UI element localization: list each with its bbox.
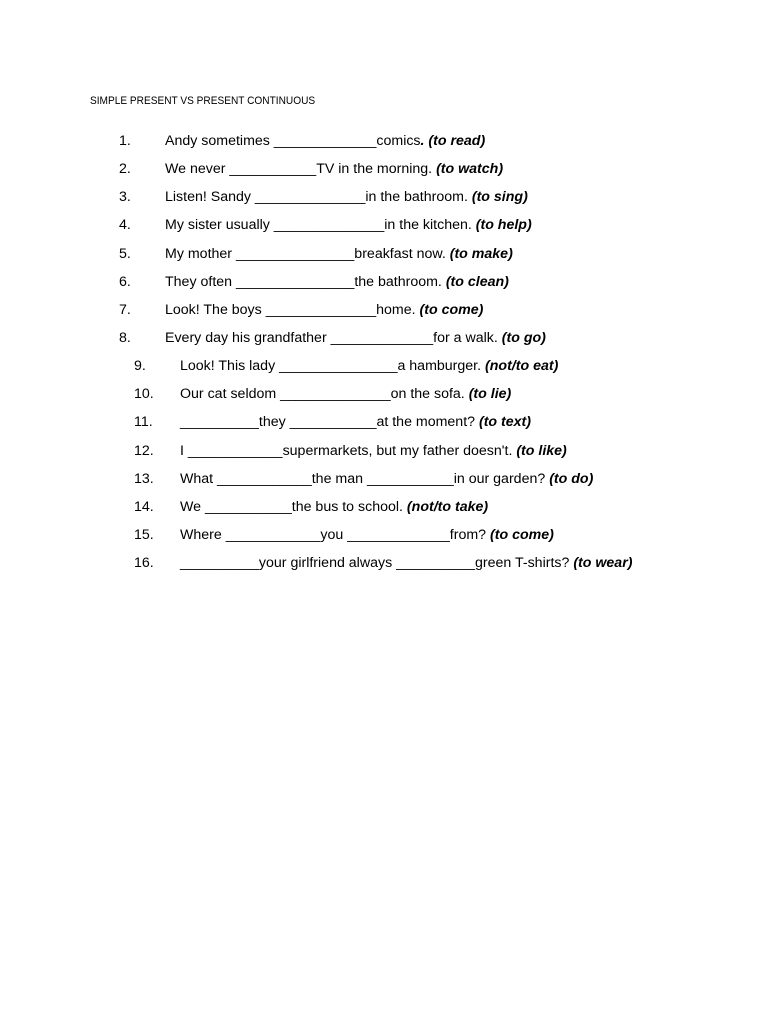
item-number: 7.	[119, 301, 131, 318]
item-sentence: My mother _______________breakfast now. (to make)	[165, 245, 513, 262]
verb-hint: (to go)	[501, 329, 546, 346]
exercise-list	[0, 129, 768, 579]
verb-hint: (to watch)	[436, 161, 504, 178]
exercise-item	[0, 467, 768, 495]
verb-hint: (not/to eat)	[485, 358, 559, 375]
exercise-item	[0, 157, 768, 185]
verb-hint: (to do)	[549, 470, 594, 487]
exercise-item	[0, 213, 768, 241]
item-sentence: Look! This lady _______________a hamburger. (not/to eat)	[180, 358, 559, 375]
item-number: 6.	[119, 273, 131, 290]
item-number: 9.	[134, 358, 146, 375]
exercise-item	[0, 495, 768, 523]
worksheet-title: SIMPLE PRESENT VS PRESENT CONTINUOUS	[90, 95, 316, 107]
item-number: 2.	[119, 161, 131, 178]
item-number: 13.	[134, 470, 154, 487]
item-sentence: Where ____________you _____________from? (to come)	[180, 526, 554, 543]
verb-hint: (to sing)	[471, 189, 528, 206]
item-number: 1.	[119, 133, 131, 149]
verb-hint: (to help)	[475, 217, 532, 234]
item-sentence: Look! The boys ______________home. (to come)	[165, 301, 484, 318]
item-number: 3.	[119, 189, 131, 206]
verb-hint: (to wear)	[573, 555, 633, 572]
verb-hint: (to like)	[516, 442, 567, 459]
item-number: 10.	[134, 386, 154, 403]
exercise-item	[0, 439, 768, 467]
exercise-item	[0, 326, 768, 354]
item-number: 4.	[119, 217, 131, 234]
item-number: 12.	[134, 442, 154, 459]
item-sentence: __________they ___________at the moment? (to text)	[180, 414, 531, 431]
exercise-item	[0, 129, 768, 157]
exercise-item	[0, 298, 768, 326]
item-number: 5.	[119, 245, 131, 262]
item-sentence: My sister usually ______________in the kitchen. (to help)	[165, 217, 532, 234]
item-number: 11.	[134, 414, 153, 431]
exercise-item	[0, 354, 768, 382]
item-sentence: What ____________the man ___________in our garden? (to do)	[180, 470, 594, 487]
item-sentence: Our cat seldom ______________on the sofa. (to lie)	[180, 386, 512, 403]
item-sentence: Listen! Sandy ______________in the bathroom. (to sing)	[165, 189, 528, 206]
exercise-item	[0, 410, 768, 438]
verb-hint: (not/to take)	[406, 498, 489, 515]
item-sentence: I ____________supermarkets, but my father doesn't. (to like)	[180, 442, 567, 459]
verb-hint: . (to read)	[420, 133, 486, 149]
item-number: 15.	[134, 526, 154, 543]
item-number: 16.	[134, 555, 154, 572]
exercise-item	[0, 382, 768, 410]
item-sentence: We ___________the bus to school. (not/to take)	[180, 498, 489, 515]
verb-hint: (to text)	[478, 414, 531, 431]
exercise-item	[0, 185, 768, 213]
item-sentence: __________your girlfriend always __________green T-shirts? (to wear)	[180, 555, 633, 572]
exercise-item	[0, 551, 768, 579]
exercise-item	[0, 270, 768, 298]
verb-hint: (to make)	[449, 245, 513, 262]
item-sentence: We never ___________TV in the morning. (to watch)	[165, 161, 504, 178]
verb-hint: (to clean)	[445, 273, 509, 290]
item-sentence: Andy sometimes _____________comics. (to read)	[165, 133, 486, 149]
verb-hint: (to come)	[419, 301, 484, 318]
exercise-item	[0, 523, 768, 551]
exercise-item	[0, 242, 768, 270]
item-sentence: They often _______________the bathroom. (to clean)	[165, 273, 509, 290]
verb-hint: (to lie)	[468, 386, 512, 403]
item-number: 14.	[134, 498, 154, 515]
item-sentence: Every day his grandfather _____________for a walk. (to go)	[165, 329, 546, 346]
verb-hint: (to come)	[490, 526, 554, 543]
item-number: 8.	[119, 329, 131, 346]
